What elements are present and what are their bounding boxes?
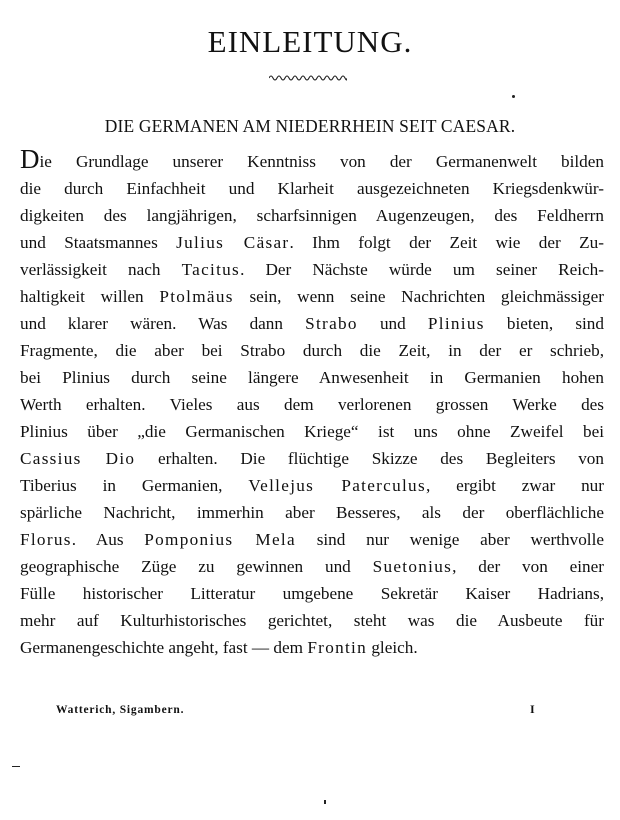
- text-segment: die durch Einfachheit und Klarheit ausgezeichneten Kriegsdenkwür-: [20, 179, 604, 198]
- text-segment: sind nur wenige aber werthvolle: [295, 530, 604, 549]
- text-segment: . Ihm folgt der Zeit wie der Zu-: [289, 233, 604, 252]
- spaced-name: Pomponius Mela: [144, 530, 296, 549]
- text-segment: gleich.: [367, 638, 418, 657]
- spaced-name: Frontin: [307, 638, 368, 657]
- text-segment: ie Grundlage unserer Kenntniss von der Germanenwelt bilden: [39, 152, 604, 171]
- text-line: [20, 580, 604, 607]
- page-title: EINLEITUNG.: [207, 24, 413, 59]
- text-segment: und Staatsmannes: [20, 233, 177, 252]
- text-line: [20, 472, 604, 499]
- drop-cap: D: [20, 144, 40, 174]
- wavy-ornament: [269, 74, 347, 82]
- text-line: [20, 364, 604, 391]
- print-speck: [324, 800, 326, 804]
- text-line: [20, 607, 604, 634]
- print-speck: [12, 766, 20, 767]
- text-line: [20, 337, 604, 364]
- footer-signature: Watterich, Sigambern.: [56, 704, 185, 716]
- text-segment: Fülle historischer Litteratur umgebene Sekretär Kaiser Hadrians,: [20, 584, 604, 603]
- text-segment: bieten, sind: [484, 314, 604, 333]
- spaced-name: Plinius: [427, 314, 485, 333]
- spaced-name: Tacitus: [181, 260, 241, 279]
- text-line: [20, 499, 604, 526]
- spaced-name: Julius Cäsar: [176, 233, 290, 252]
- spaced-name: Florus: [20, 530, 72, 549]
- section-heading: DIE GERMANEN AM NIEDERRHEIN SEIT CAESAR.: [104, 116, 516, 136]
- text-line: [20, 256, 604, 283]
- text-line: [20, 175, 604, 202]
- text-line: [20, 391, 604, 418]
- text-segment: Tiberius in Germanien,: [20, 476, 249, 495]
- text-segment: Fragmente, die aber bei Strabo durch die Zeit, in der er schrieb,: [20, 341, 604, 360]
- text-segment: Plinius über „die Germanischen Kriege“ ist uns ohne Zweifel bei: [20, 422, 604, 441]
- sheet-number: I: [530, 702, 535, 716]
- text-segment: sein, wenn seine Nachrichten gleichmässiger: [233, 287, 604, 306]
- text-segment: , ergibt zwar nur: [425, 476, 604, 495]
- text-line: [20, 418, 604, 445]
- text-segment: bei Plinius durch seine längere Anwesenheit in Germanien hohen: [20, 368, 604, 387]
- text-segment: spärliche Nachricht, immerhin aber Besseres, als der oberflächliche: [20, 503, 604, 522]
- text-segment: erhalten. Die flüchtige Skizze des Begleiters von: [135, 449, 604, 468]
- text-segment: , der von einer: [452, 557, 604, 576]
- text-segment: geographische Züge zu gewinnen und: [20, 557, 373, 576]
- text-line: [20, 526, 604, 553]
- text-segment: digkeiten des langjährigen, scharfsinnigen Augenzeugen, des Feldherrn: [20, 206, 604, 225]
- text-segment: Werth erhalten. Vieles aus dem verlorenen grossen Werke des: [20, 395, 604, 414]
- text-line: [20, 144, 604, 175]
- text-segment: . Der Nächste würde um seiner Reich-: [240, 260, 604, 279]
- spaced-name: Vellejus Paterculus: [248, 476, 426, 495]
- text-segment: und klarer wären. Was dann: [20, 314, 306, 333]
- spaced-name: Ptolmäus: [159, 287, 234, 306]
- text-line: [20, 553, 604, 580]
- print-speck: [512, 95, 515, 98]
- text-line: [20, 229, 604, 256]
- spaced-name: Suetonius: [372, 557, 453, 576]
- spaced-name: Cassius Dio: [20, 449, 136, 468]
- text-segment: . Aus: [71, 530, 145, 549]
- text-segment: haltigkeit willen: [20, 287, 160, 306]
- text-segment: mehr auf Kulturhistorisches gerichtet, steht was die Ausbeute für: [20, 611, 604, 630]
- text-line: [20, 310, 604, 337]
- text-segment: Germanengeschichte angeht, fast — dem: [20, 638, 308, 657]
- body-paragraph: [20, 144, 604, 661]
- spaced-name: Strabo: [305, 314, 358, 333]
- text-line: [20, 634, 604, 661]
- text-segment: und: [357, 314, 428, 333]
- text-line: [20, 283, 604, 310]
- text-segment: verlässigkeit nach: [20, 260, 182, 279]
- text-line: [20, 445, 604, 472]
- text-line: [20, 202, 604, 229]
